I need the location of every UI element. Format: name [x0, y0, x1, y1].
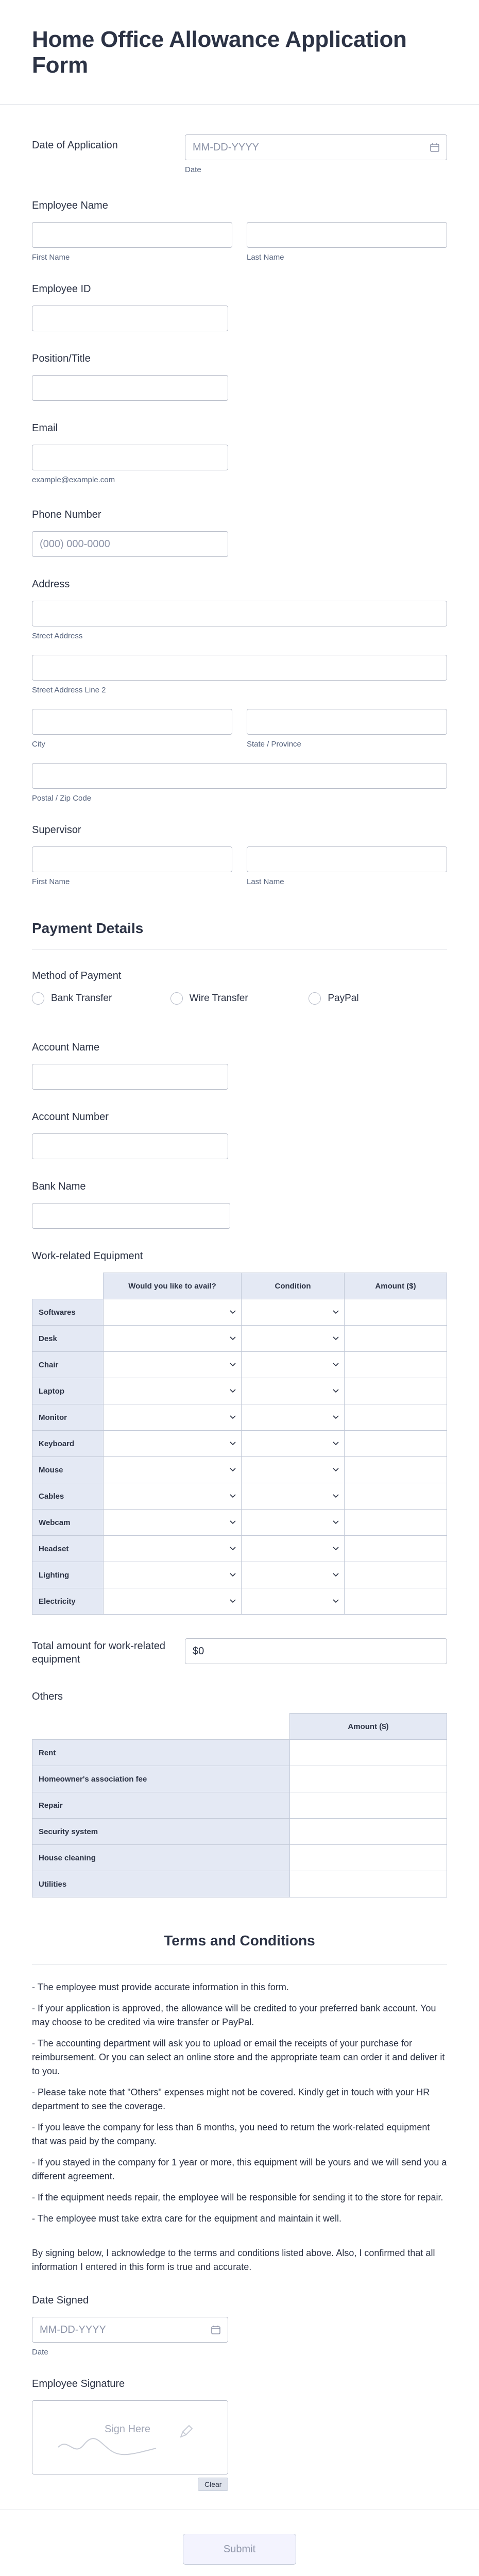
amount-input[interactable] — [290, 1845, 447, 1871]
supervisor-last-name-input[interactable] — [247, 846, 447, 872]
employee-name-label: Employee Name — [32, 200, 108, 211]
row-header: Homeowner's association fee — [32, 1766, 290, 1792]
chevron-down-icon — [230, 1336, 236, 1341]
avail-select[interactable] — [104, 1457, 242, 1483]
radio-paypal[interactable] — [309, 992, 447, 1005]
terms-item: - The accounting department will ask you to upload or email the receipts of your purchase for reimbursement. Or you can select an online store and the appropriate team can order it and deliver it to you. — [32, 2038, 445, 2076]
phone-field — [32, 509, 447, 557]
employee-id-field — [32, 283, 447, 331]
table-row — [32, 1510, 447, 1536]
bank-name-input[interactable] — [32, 1203, 230, 1229]
street-address-line2-input[interactable] — [32, 655, 447, 681]
avail-select[interactable] — [104, 1536, 242, 1562]
terms-item: - If you leave the company for less than 6 months, you need to return the work-related equipment that was paid by the company. — [32, 2122, 430, 2146]
chevron-down-icon — [333, 1468, 339, 1472]
row-header: Keyboard — [32, 1431, 104, 1457]
amount-cell[interactable] — [290, 1740, 447, 1766]
table-row — [32, 1483, 447, 1510]
condition-select[interactable] — [242, 1326, 345, 1352]
chevron-down-icon — [333, 1336, 339, 1341]
address-field — [32, 579, 447, 803]
others-table — [32, 1713, 447, 1897]
chevron-down-icon — [333, 1520, 339, 1524]
amount-cell[interactable] — [345, 1510, 447, 1536]
chevron-down-icon — [230, 1494, 236, 1498]
condition-select[interactable] — [242, 1588, 345, 1615]
row-header: Lighting — [32, 1562, 104, 1588]
amount-input[interactable] — [290, 1740, 447, 1766]
street-address-sublabel: Street Address — [32, 632, 83, 640]
amount-input[interactable] — [345, 1510, 447, 1535]
row-header: Chair — [32, 1352, 104, 1378]
row-header: Monitor — [32, 1404, 104, 1431]
avail-select[interactable] — [104, 1510, 242, 1536]
amount-input[interactable] — [345, 1562, 447, 1588]
avail-select[interactable] — [104, 1299, 242, 1326]
condition-select[interactable] — [242, 1536, 345, 1562]
email-input[interactable] — [32, 445, 228, 470]
amount-input[interactable] — [345, 1299, 447, 1325]
email-field — [32, 422, 447, 484]
state-input[interactable] — [247, 709, 447, 735]
table-row — [32, 1562, 447, 1588]
amount-cell[interactable] — [290, 1792, 447, 1819]
account-number-field — [32, 1111, 447, 1159]
amount-input[interactable] — [290, 1819, 447, 1844]
amount-cell[interactable] — [345, 1562, 447, 1588]
avail-select[interactable] — [104, 1404, 242, 1431]
chevron-down-icon — [230, 1389, 236, 1393]
date-signed-field — [32, 2295, 447, 2357]
phone-input[interactable] — [32, 531, 228, 557]
supervisor-first-sublabel: First Name — [32, 877, 70, 886]
row-header: Repair — [32, 1792, 290, 1819]
signature-field — [32, 2378, 447, 2491]
condition-select[interactable] — [242, 1352, 345, 1378]
avail-select[interactable] — [104, 1588, 242, 1615]
chevron-down-icon — [333, 1442, 339, 1446]
date-signed-input[interactable] — [32, 2317, 228, 2343]
table-row — [32, 1819, 447, 1845]
terms-list — [32, 1980, 447, 2226]
avail-select[interactable] — [104, 1431, 242, 1457]
chevron-down-icon — [333, 1415, 339, 1419]
account-name-label: Account Name — [32, 1042, 100, 1053]
position-label: Position/Title — [32, 353, 91, 364]
amount-cell[interactable] — [290, 1819, 447, 1845]
avail-select[interactable] — [104, 1352, 242, 1378]
row-header: Rent — [32, 1740, 290, 1766]
column-header-avail: Would you like to avail? — [104, 1273, 242, 1299]
chevron-down-icon — [333, 1573, 339, 1577]
table-corner — [32, 1273, 104, 1299]
amount-input[interactable] — [345, 1404, 447, 1430]
amount-input[interactable] — [345, 1536, 447, 1562]
table-row — [32, 1457, 447, 1483]
account-name-input[interactable] — [32, 1064, 228, 1090]
amount-cell[interactable] — [345, 1431, 447, 1457]
chevron-down-icon — [333, 1599, 339, 1603]
condition-select[interactable] — [242, 1562, 345, 1588]
amount-input[interactable] — [345, 1588, 447, 1614]
equipment-label: Work-related Equipment — [32, 1250, 143, 1262]
condition-select[interactable] — [242, 1299, 345, 1326]
employee-last-name-input[interactable] — [247, 222, 447, 248]
table-row — [32, 1792, 447, 1819]
total-field — [32, 1638, 447, 1666]
form-body — [0, 134, 479, 2491]
column-header-amount: Amount ($) — [290, 1714, 447, 1740]
supervisor-field — [32, 824, 447, 886]
signature-label: Employee Signature — [32, 2378, 125, 2389]
pen-icon — [177, 2422, 195, 2441]
postal-code-sublabel: Postal / Zip Code — [32, 794, 92, 803]
column-header-condition: Condition — [242, 1273, 345, 1299]
amount-input[interactable] — [290, 1792, 447, 1818]
condition-select[interactable] — [242, 1431, 345, 1457]
signature-hint: Sign Here — [105, 2424, 150, 2435]
chevron-down-icon — [230, 1520, 236, 1524]
date-of-application-field — [32, 134, 447, 174]
payment-details-heading: Payment Details — [32, 920, 447, 950]
chevron-down-icon — [333, 1494, 339, 1498]
terms-item: - If your application is approved, the allowance will be credited to your preferred bank account. You may choose to be credited via wire transfer or PayPal. — [32, 2003, 436, 2027]
city-input[interactable] — [32, 709, 232, 735]
table-row — [32, 1536, 447, 1562]
amount-cell[interactable] — [345, 1299, 447, 1326]
street-address-input[interactable] — [32, 601, 447, 626]
chevron-down-icon — [230, 1573, 236, 1577]
total-input[interactable] — [185, 1638, 447, 1664]
avail-select[interactable] — [104, 1326, 242, 1352]
chevron-down-icon — [333, 1547, 339, 1551]
amount-input[interactable] — [345, 1431, 447, 1456]
bank-name-field — [32, 1181, 447, 1229]
amount-cell[interactable] — [345, 1588, 447, 1615]
table-row — [32, 1845, 447, 1871]
row-header: Utilities — [32, 1871, 290, 1897]
terms-item: - Please take note that "Others" expenses might not be covered. Kindly get in touch with your HR department to see the coverage. — [32, 2087, 430, 2111]
email-sublabel: example@example.com — [32, 476, 115, 484]
street-address-line2-sublabel: Street Address Line 2 — [32, 686, 106, 694]
condition-select[interactable] — [242, 1378, 345, 1404]
position-field — [32, 353, 447, 401]
row-header: Electricity — [32, 1588, 104, 1615]
radio-wire-transfer[interactable] — [170, 992, 309, 1005]
table-row — [32, 1404, 447, 1431]
position-input[interactable] — [32, 375, 228, 401]
table-row — [32, 1588, 447, 1615]
calendar-icon[interactable] — [430, 142, 440, 152]
row-header: Laptop — [32, 1378, 104, 1404]
bank-name-label: Bank Name — [32, 1181, 86, 1192]
form-title: Home Office Allowance Application Form — [32, 27, 407, 78]
table-row — [32, 1378, 447, 1404]
amount-input[interactable] — [290, 1766, 447, 1792]
radio-label: PayPal — [328, 993, 359, 1004]
terms-heading: Terms and Conditions — [32, 1933, 447, 1965]
row-header: Webcam — [32, 1510, 104, 1536]
amount-cell[interactable] — [290, 1845, 447, 1871]
amount-cell[interactable] — [345, 1536, 447, 1562]
table-row — [32, 1352, 447, 1378]
table-row — [32, 1326, 447, 1352]
amount-input[interactable] — [345, 1378, 447, 1404]
submit-button[interactable]: Submit — [183, 2534, 296, 2565]
amount-cell[interactable] — [290, 1766, 447, 1792]
amount-input[interactable] — [290, 1871, 447, 1897]
form-header — [0, 0, 479, 105]
row-header: House cleaning — [32, 1845, 290, 1871]
clear-signature-button[interactable]: Clear — [198, 2478, 228, 2491]
amount-cell[interactable] — [345, 1483, 447, 1510]
radio-circle[interactable] — [309, 992, 321, 1005]
account-number-label: Account Number — [32, 1111, 109, 1123]
amount-cell[interactable] — [345, 1378, 447, 1404]
city-sublabel: City — [32, 740, 45, 749]
employee-id-label: Employee ID — [32, 283, 91, 295]
equipment-field — [32, 1250, 447, 1615]
others-label: Others — [32, 1691, 63, 1702]
date-signed-label: Date Signed — [32, 2295, 89, 2306]
first-name-sublabel: First Name — [32, 253, 70, 262]
chevron-down-icon — [230, 1468, 236, 1472]
row-header: Security system — [32, 1819, 290, 1845]
chevron-down-icon — [230, 1442, 236, 1446]
amount-input[interactable] — [345, 1352, 447, 1378]
date-of-application-input[interactable] — [185, 134, 447, 160]
employee-name-field — [32, 200, 447, 262]
form-footer — [0, 2510, 479, 2576]
condition-select[interactable] — [242, 1404, 345, 1431]
supervisor-first-name-input[interactable] — [32, 846, 232, 872]
date-of-application-label: Date of Application — [32, 140, 118, 151]
row-header: Softwares — [32, 1299, 104, 1326]
avail-select[interactable] — [104, 1483, 242, 1510]
date-sublabel: Date — [185, 165, 201, 174]
total-label: Total amount for work-related equipment — [32, 1640, 166, 1665]
account-name-field — [32, 1042, 447, 1090]
column-header-amount: Amount ($) — [345, 1273, 447, 1299]
chevron-down-icon — [230, 1363, 236, 1367]
chevron-down-icon — [230, 1547, 236, 1551]
table-row — [32, 1871, 447, 1897]
table-row — [32, 1740, 447, 1766]
agreement-text: By signing below, I acknowledge to the terms and conditions listed above. Also, I confirmed that all information I entered in this form is true and accurate. — [32, 2248, 435, 2272]
amount-cell[interactable] — [345, 1352, 447, 1378]
email-label: Email — [32, 422, 58, 434]
postal-code-input[interactable] — [32, 763, 447, 789]
chevron-down-icon — [230, 1599, 236, 1603]
condition-select[interactable] — [242, 1510, 345, 1536]
method-of-payment-field — [32, 970, 447, 1005]
account-number-input[interactable] — [32, 1133, 228, 1159]
supervisor-last-sublabel: Last Name — [247, 877, 284, 886]
avail-select[interactable] — [104, 1562, 242, 1588]
amount-cell[interactable] — [290, 1871, 447, 1897]
phone-label: Phone Number — [32, 509, 101, 520]
radio-label: Wire Transfer — [189, 993, 248, 1004]
amount-cell[interactable] — [345, 1326, 447, 1352]
table-row — [32, 1299, 447, 1326]
row-header: Headset — [32, 1536, 104, 1562]
signature-pad[interactable] — [32, 2400, 228, 2475]
table-row — [32, 1766, 447, 1792]
amount-cell[interactable] — [345, 1457, 447, 1483]
amount-input[interactable] — [345, 1483, 447, 1509]
chevron-down-icon — [230, 1310, 236, 1314]
chevron-down-icon — [333, 1363, 339, 1367]
row-header: Cables — [32, 1483, 104, 1510]
condition-select[interactable] — [242, 1483, 345, 1510]
others-field — [32, 1691, 447, 1897]
address-label: Address — [32, 579, 70, 590]
chevron-down-icon — [230, 1415, 236, 1419]
equipment-table — [32, 1273, 447, 1615]
radio-label: Bank Transfer — [51, 993, 112, 1004]
last-name-sublabel: Last Name — [247, 253, 284, 262]
terms-item: - If you stayed in the company for 1 year or more, this equipment will be yours and we will send you a different agreement. — [32, 2157, 447, 2181]
chevron-down-icon — [333, 1389, 339, 1393]
state-sublabel: State / Province — [247, 740, 301, 749]
radio-circle[interactable] — [170, 992, 183, 1005]
date-signed-sublabel: Date — [32, 2348, 48, 2357]
radio-bank-transfer[interactable] — [32, 992, 170, 1005]
terms-item: - The employee must take extra care for the equipment and maintain it well. — [32, 2213, 341, 2224]
chevron-down-icon — [333, 1310, 339, 1314]
table-row — [32, 1431, 447, 1457]
employee-first-name-input[interactable] — [32, 222, 232, 248]
radio-circle[interactable] — [32, 992, 44, 1005]
table-corner — [32, 1714, 290, 1740]
row-header: Mouse — [32, 1457, 104, 1483]
row-header: Desk — [32, 1326, 104, 1352]
amount-input[interactable] — [345, 1457, 447, 1483]
employee-id-input[interactable] — [32, 306, 228, 331]
amount-cell[interactable] — [345, 1404, 447, 1431]
terms-item: - If the equipment needs repair, the employee will be responsible for sending it to the store for repair. — [32, 2192, 443, 2202]
payment-method-options — [32, 992, 447, 1005]
condition-select[interactable] — [242, 1457, 345, 1483]
amount-input[interactable] — [345, 1326, 447, 1351]
calendar-icon[interactable] — [211, 2325, 221, 2335]
supervisor-label: Supervisor — [32, 824, 81, 836]
avail-select[interactable] — [104, 1378, 242, 1404]
terms-item: - The employee must provide accurate information in this form. — [32, 1982, 289, 1992]
method-of-payment-label: Method of Payment — [32, 970, 122, 981]
